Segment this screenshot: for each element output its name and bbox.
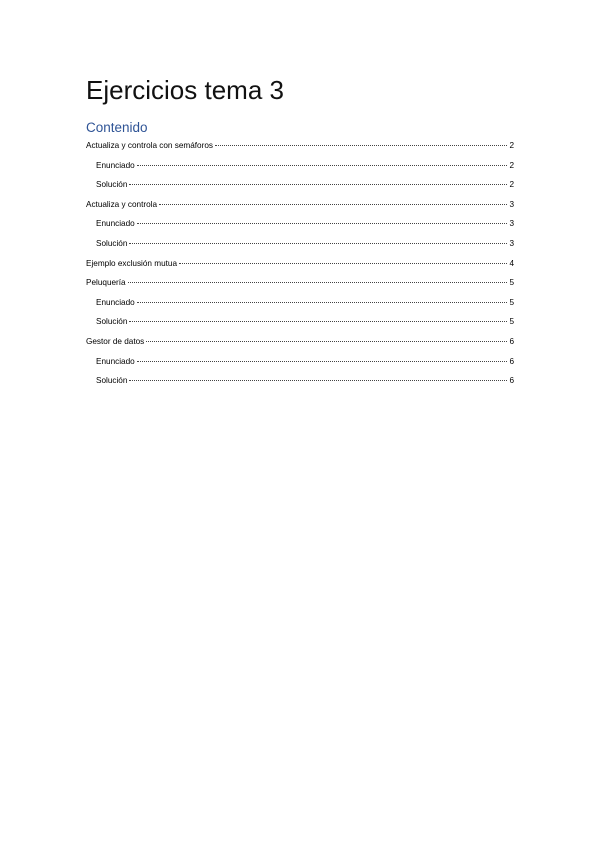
toc-entry-solucion-2[interactable] <box>86 237 514 257</box>
toc-heading: Contenido <box>86 120 148 135</box>
toc-leader-dots <box>129 380 507 381</box>
toc-entry-page: 3 <box>509 238 514 248</box>
toc-entry-solucion-4[interactable] <box>86 374 514 394</box>
toc-entry-exclusion-mutua[interactable] <box>86 257 514 277</box>
toc-leader-dots <box>215 145 507 146</box>
toc-entry-enunciado-2[interactable] <box>86 217 514 237</box>
toc-entry-page: 2 <box>509 160 514 170</box>
toc-entry-page: 5 <box>509 317 514 327</box>
toc-entry-page: 3 <box>509 219 514 229</box>
toc-entry-label: Gestor de datos <box>86 336 145 346</box>
toc-entry-actualiza-controla[interactable] <box>86 198 514 218</box>
toc-entry-page: 5 <box>509 278 514 288</box>
toc-entry-gestor-datos[interactable] <box>86 335 514 355</box>
toc-entry-label: Enunciado <box>96 356 135 366</box>
toc-leader-dots <box>137 165 508 166</box>
toc-entry-label: Solución <box>96 238 128 248</box>
toc-leader-dots <box>137 223 508 224</box>
toc-entry-peluqueria[interactable] <box>86 276 514 296</box>
toc-entry-label: Solución <box>96 376 128 386</box>
toc-entry-enunciado-4[interactable] <box>86 355 514 375</box>
toc-entry-page: 3 <box>509 199 514 209</box>
toc-entry-page: 5 <box>509 297 514 307</box>
toc-leader-dots <box>129 243 507 244</box>
toc-entry-page: 6 <box>509 376 514 386</box>
toc-leader-dots <box>137 302 508 303</box>
toc-leader-dots <box>129 321 507 322</box>
toc-leader-dots <box>128 282 508 283</box>
toc-entry-page: 4 <box>509 258 514 268</box>
toc-entry-page: 6 <box>509 336 514 346</box>
toc-leader-dots <box>137 361 508 362</box>
toc-leader-dots <box>129 184 507 185</box>
toc-leader-dots <box>179 263 507 264</box>
toc-entry-label: Enunciado <box>96 160 135 170</box>
toc-entry-label: Actualiza y controla con semáforos <box>86 141 213 150</box>
toc-leader-dots <box>146 341 507 342</box>
table-of-contents <box>86 139 514 394</box>
toc-entry-label: Peluquería <box>86 278 126 288</box>
toc-entry-page: 6 <box>509 356 514 366</box>
toc-entry-label: Enunciado <box>96 219 135 229</box>
toc-entry-solucion-1[interactable] <box>86 178 514 198</box>
toc-entry-label: Solución <box>96 317 128 327</box>
toc-entry-label: Ejemplo exclusión mutua <box>86 258 178 268</box>
toc-entry-enunciado-1[interactable] <box>86 159 514 179</box>
toc-leader-dots <box>159 204 507 205</box>
document-title: Ejercicios tema 3 <box>86 75 284 105</box>
toc-entry-label: Solución <box>96 180 128 190</box>
toc-entry-enunciado-3[interactable] <box>86 296 514 316</box>
toc-entry-page: 2 <box>509 180 514 190</box>
toc-entry-label: Enunciado <box>96 297 135 307</box>
toc-entry-solucion-3[interactable] <box>86 315 514 335</box>
toc-entry-page: 2 <box>509 141 514 150</box>
toc-entry-label: Actualiza y controla <box>86 199 157 209</box>
toc-entry-actualiza-semaforos[interactable] <box>86 139 514 159</box>
